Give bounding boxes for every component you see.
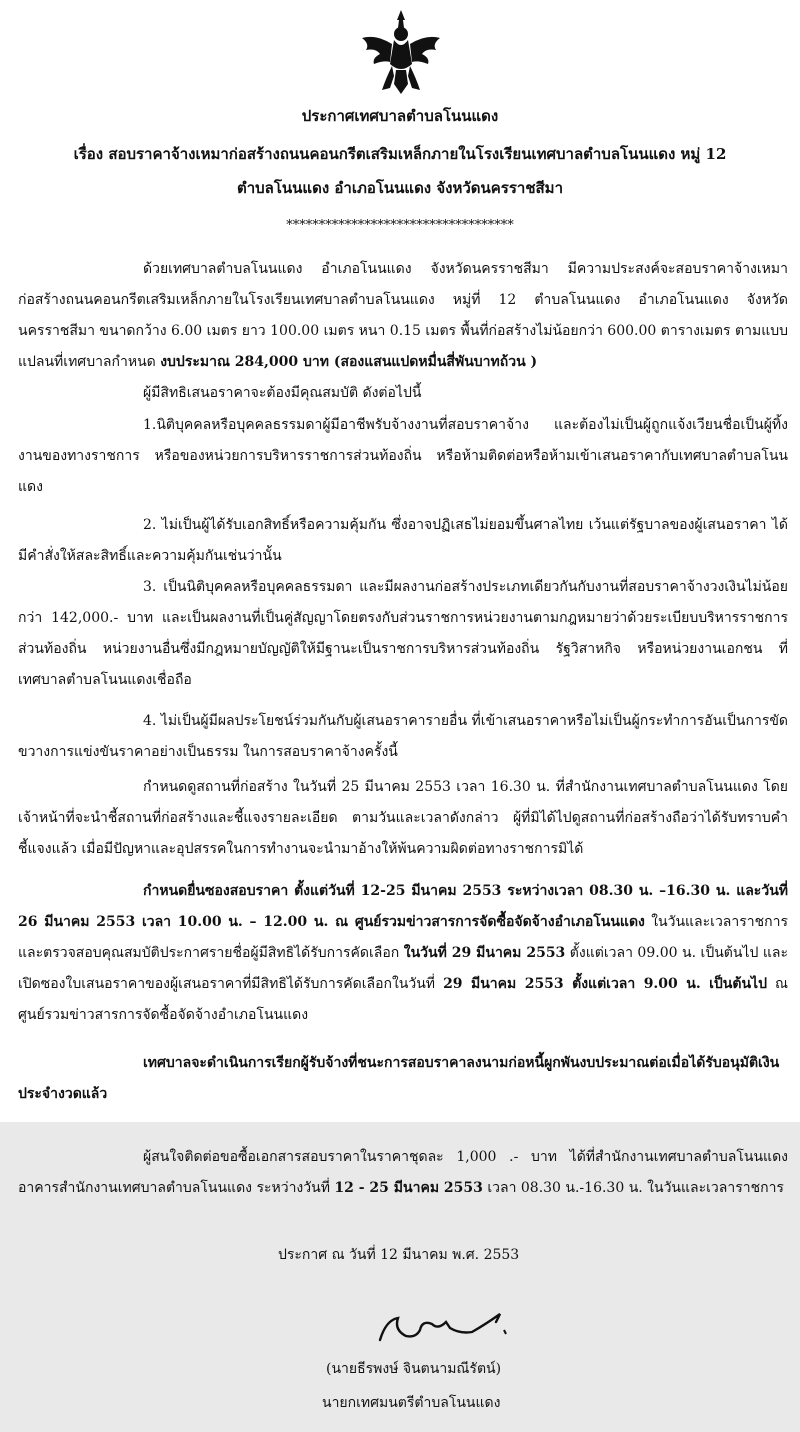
submission-text-2: ตั้งแต่เวลา 09.00 น. เป็นต้นไป และเปิดซองใบเสนอราคาของผู้เสนอราคาที่มีสิทธิได้รับการคัดเลือกในวันที่ [18, 945, 788, 992]
submission-text-1: ในวันและเวลาราชการ และตรวจสอบคุณสมบัติประกาศรายชื่อผู้มีสิทธิได้รับการคัดเลือก [18, 914, 788, 961]
qualification-4: 4. ไม่เป็นผู้มีผลประโยชน์ร่วมกันกับผู้เสนอราคารายอื่น ที่เข้าเสนอราคาหรือไม่เป็นผู้กระทำการอันเป็นการขัดขวางการแข่งขันราคาอย่างเป็นธรรม ในการสอบราคาจ้างครั้งนี้ [18, 713, 788, 760]
qualification-date: ในวันที่ 29 มีนาคม 2553 [403, 945, 566, 961]
separator: *********************************** [286, 218, 514, 233]
signer-title: นายกเทศมนตรีตำบลโนนแดง [322, 1395, 501, 1411]
qualification-1: 1.นิติบุคคลหรือบุคคลธรรมดาผู้มีอาชีพรับจ้างงานที่สอบราคาจ้าง และต้องไม่เป็นผู้ถูกแจ้งเวียนชื่อเป็นผู้ทิ้งงานของทางราชการ หรือของหน่วยการบริหารราชการส่วนท้องถิ่น หรือห้ามติดต่อหรือห้ามเข้าเสนอราคากับเทศบาลตำบลโนนแดง [18, 417, 788, 495]
purchase-paragraph [18, 1142, 788, 1204]
qualification-3: 3. เป็นนิติบุคคลหรือบุคคลธรรมดา และมีผลงานก่อสร้างประเภทเดียวกันกับงานที่สอบราคาจ้างวงเงินไม่น้อยกว่า 142,000.- บาท และเป็นผลงานที่เป็นคู่สัญญาโดยตรงกับส่วนราชการหน่วยงานตามกฎหมายว่าด้วยระเบียบบริหารราชการส่วนท้องถิ่น หน่วยงานอื่นซึ่งมีกฎหมายบัญญัติให้มีฐานะเป็นราชการบริหารส่วนท้องถิ่น รัฐวิสาหกิจ หรือหน่วยงานเอกชน ที่เทศบาลตำบลโนนแดงเชื่อถือ [18, 579, 788, 688]
submission-text-3: ณ ศูนย์รวมข่าวสารการจัดซื้อจัดจ้างอำเภอโนนแดง [18, 976, 788, 1023]
page-title: ประกาศเทศบาลตำบลโนนแดง [301, 107, 499, 125]
garuda-emblem-icon [356, 4, 446, 100]
purchase-text-2: เวลา 08.30 น.-16.30 น. ในวันและเวลาราชการ [482, 1180, 784, 1196]
qualification-heading: ผู้มีสิทธิเสนอราคาจะต้องมีคุณสมบัติ ดังต่อไปนี้ [143, 385, 422, 401]
intro-text: ด้วยเทศบาลตำบลโนนแดง อำเภอโนนแดง จังหวัดนครราชสีมา มีความประสงค์จะสอบราคาจ้างเหมาก่อสร้างถนนคอนกรีตเสริมเหล็กภายในโรงเรียนเทศบาลตำบลโนนแดง หมู่ที่ 12 ตำบลโนนแดง อำเภอโนนแดง จังหวัดนครราชสีมา ขนาดกว้าง 6.00 เมตร ยาว 100.00 เมตร หนา 0.15 เมตร พื้นที่ก่อสร้างไม่น้อยกว่า 600.00 ตารางเมตร ตามแบบแปลนที่เทศบาลกำหนด [18, 261, 788, 370]
site-visit-paragraph: กำหนดดูสถานที่ก่อสร้าง ในวันที่ 25 มีนาคม 2553 เวลา 16.30 น. ที่สำนักงานเทศบาลตำบลโนนแดง โดยเจ้าหน้าที่จะนำชี้สถานที่ก่อสร้างและชี้แจงรายละเอียด ตามวันและเวลาดังกล่าว ผู้ที่มิได้ไปดูสถานที่ก่อสร้างถือว่าได้รับทราบคำชี้แจงแล้ว เมื่อมีปัญหาและอุปสรรคในการทำงานจะนำมาอ้างให้พ้นความผิดต่อทางราชการมิได้ [18, 779, 788, 857]
handwritten-signature [376, 1300, 516, 1350]
intro-budget: งบประมาณ 284,000 บาท (สองแสนแปดหมื่นสี่พันบาทถ้วน ) [160, 354, 538, 370]
intro-paragraph [18, 254, 788, 378]
purchase-dates: 12 - 25 มีนาคม 2553 [334, 1180, 483, 1196]
bid-opening-date: 29 มีนาคม 2553 ตั้งแต่เวลา 9.00 น. เป็นต้นไป [443, 976, 767, 992]
announcement-date: ประกาศ ณ วันที่ 12 มีนาคม พ.ศ. 2553 [278, 1247, 520, 1263]
subject-line-2: ตำบลโนนแดง อำเภอโนนแดง จังหวัดนครราชสีมา [236, 179, 563, 197]
signer-name: (นายธีรพงษ์ จินตนามณีรัตน์) [326, 1361, 502, 1377]
submission-dates: กำหนดยื่นซองสอบราคา ตั้งแต่วันที่ 12-25 มีนาคม 2553 ระหว่างเวลา 08.30 น. –16.30 น. และวันที่ 26 มีนาคม 2553 เวลา 10.00 น. – 12.00 น. ณ ศูนย์รวมข่าวสารการจัดซื้อจัดจ้างอำเภอโนนแดง [18, 883, 788, 930]
subject-line-1: เรื่อง สอบราคาจ้างเหมาก่อสร้างถนนคอนกรีตเสริมเหล็กภายในโรงเรียนเทศบาลตำบลโนนแดง หมู่ 12 [73, 145, 727, 163]
contract-paragraph: เทศบาลจะดำเนินการเรียกผู้รับจ้างที่ชนะการสอบราคาลงนามก่อหนี้ผูกพันงบประมาณต่อเมื่อได้รับอนุมัติเงินประจำงวดแล้ว [18, 1055, 780, 1102]
submission-paragraph [18, 876, 788, 1031]
qualification-2: 2. ไม่เป็นผู้ได้รับเอกสิทธิ์หรือความคุ้มกัน ซึ่งอาจปฏิเสธไม่ยอมขึ้นศาลไทย เว้นแต่รัฐบาลของผู้เสนอราคา ได้มีคำสั่งให้สละสิทธิ์และความคุ้มกันเช่นว่านั้น [18, 517, 788, 564]
purchase-text-1: ผู้สนใจติดต่อขอซื้อเอกสารสอบราคาในราคาชุดละ 1,000 .- บาท ได้ที่สำนักงานเทศบาลตำบลโนนแดง อาคารสำนักงานเทศบาลตำบลโนนแดง ระหว่างวันที่ [18, 1149, 788, 1196]
